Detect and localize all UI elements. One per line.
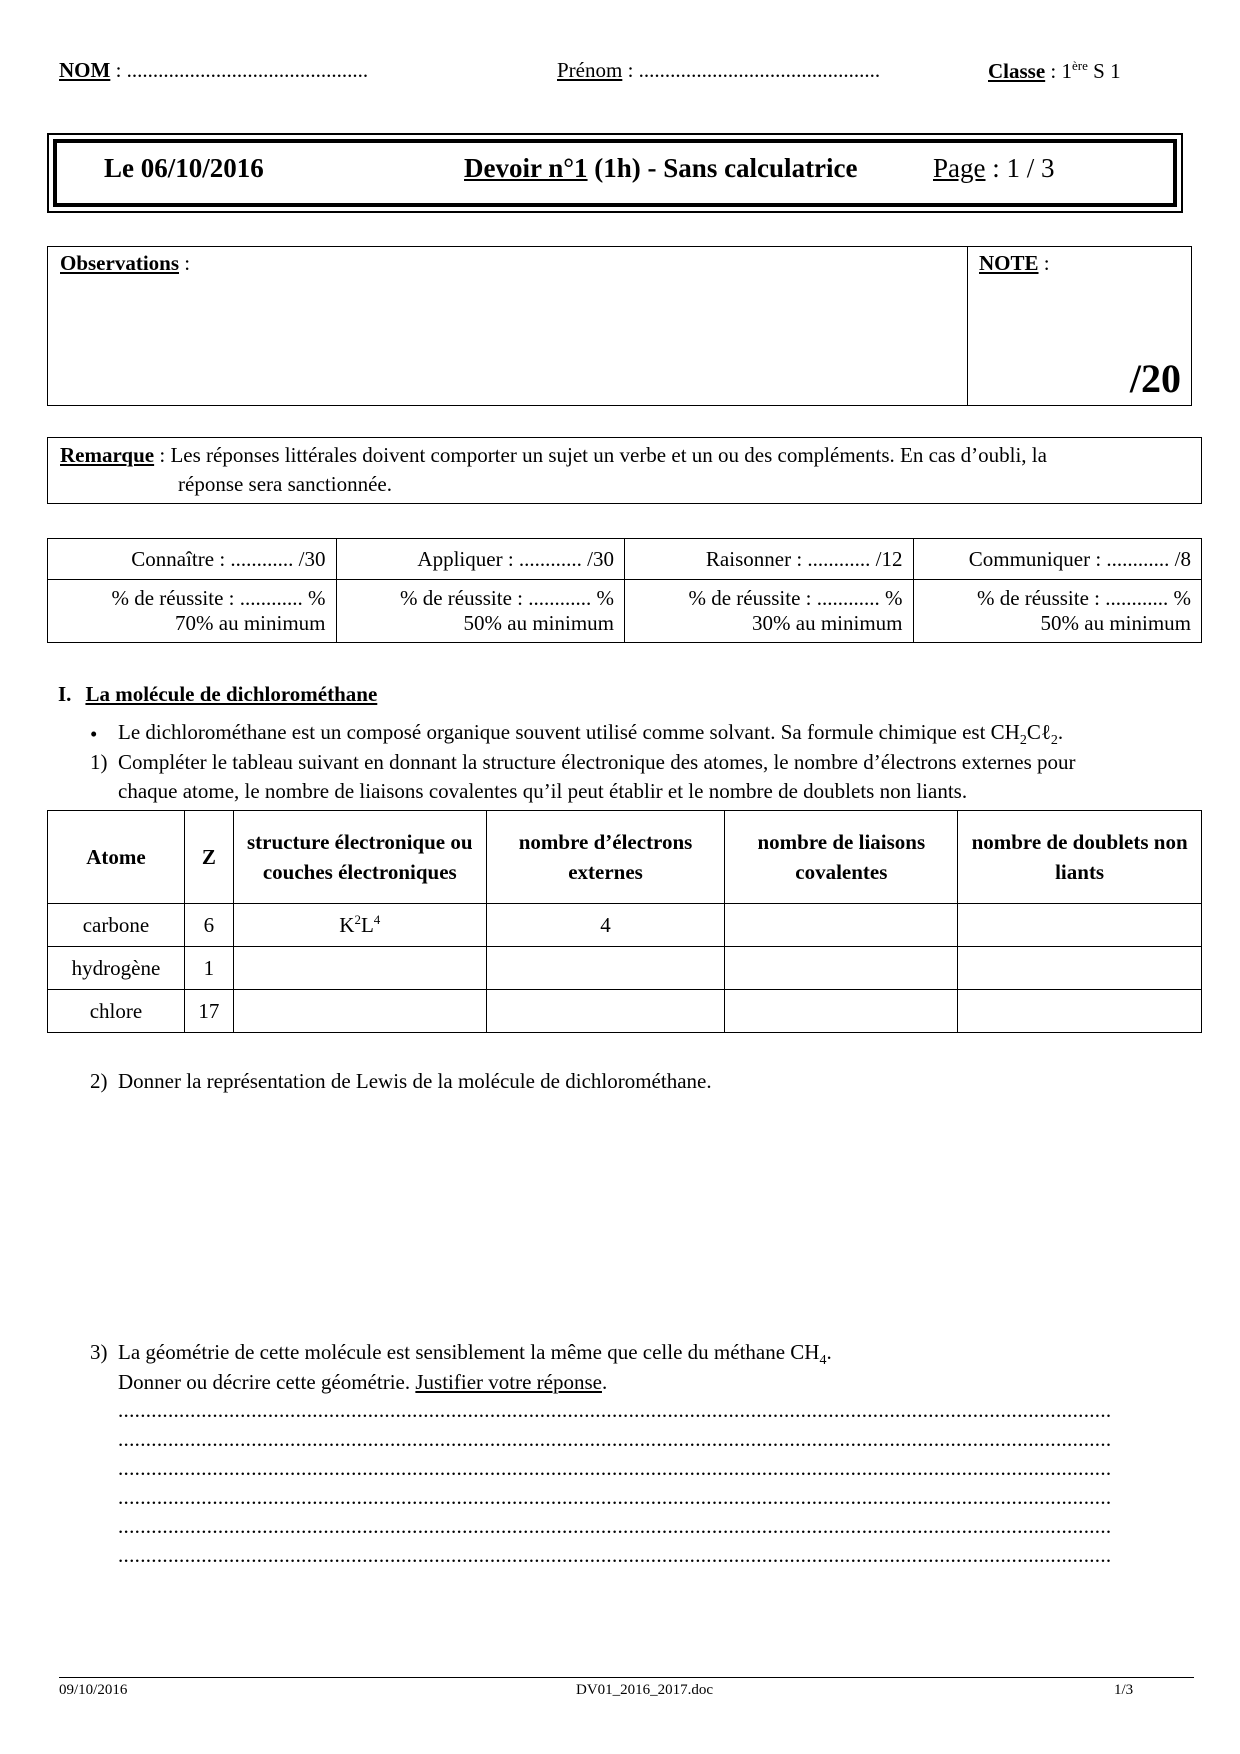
cell-structure [233,904,486,947]
header-structure: structure électronique ou couches électroniques [233,811,486,904]
q1-number: 1) [90,750,108,774]
header-atome: Atome [48,811,185,904]
l-sup: 4 [373,912,381,927]
skill-appliquer-score: Appliquer : ............ /30 [336,539,625,580]
skill-communiquer-pct [913,580,1202,643]
header-z: Z [184,811,233,904]
skill-raisonner-score: Raisonner : ............ /12 [625,539,914,580]
skill-communiquer-score: Communiquer : ............ /8 [913,539,1202,580]
q3-line2 [118,1370,607,1395]
header-liaisons: nombre de liaisons covalentes [725,811,958,904]
intro-end: . [1057,720,1064,744]
min-text: 70% au minimum [175,611,326,635]
classe-sup: ère [1072,58,1088,73]
note-label-text: NOTE [979,251,1039,275]
intro-bullet: • [90,722,98,746]
intro-text [118,720,1063,749]
remarque-text1: : Les réponses littérales doivent comporter un sujet un verbe et un ou des compléments. En cas d’oubli, la [154,443,1047,467]
intro-main: Le dichlorométhane est un composé organique souvent utilisé comme solvant. Sa formule chimique est CH [118,720,1020,744]
skills-pct-row [48,580,1202,643]
answer-line[interactable]: ................................................................................................................................................................................... [118,1543,1112,1567]
q3-end: . [826,1340,832,1364]
pct-text: % de réussite : ............ % [976,586,1191,610]
cell-atome: hydrogène [48,947,185,990]
intro-sub2: 2 [1050,733,1058,749]
q1-line2: chaque atome, le nombre de liaisons covalentes qu’il peut établir et le nombre de doublets non liants. [118,779,968,803]
answer-line[interactable]: ................................................................................................................................................................................... [118,1427,1112,1451]
prenom-field [557,58,880,83]
q3-justify: Justifier votre réponse [415,1370,602,1394]
skills-score-row [48,539,1202,580]
prenom-label: Prénom [557,58,623,82]
answer-line[interactable]: ................................................................................................................................................................................... [118,1456,1112,1480]
pct-text: % de réussite : ............ % [399,586,614,610]
skill-appliquer-pct [336,580,625,643]
section-number: I. [58,682,72,706]
footer-page: 1/3 [1114,1682,1134,1698]
q3-sub: 4 [819,1353,827,1369]
nom-value: : .............................................. [110,58,369,82]
q3-line1-text: La géométrie de cette molécule est sensiblement la même que celle du méthane CH [118,1340,820,1364]
l-shell: L [360,913,374,937]
remarque-line1 [60,441,1047,470]
skill-connaitre-score: Connaître : ............ /30 [48,539,337,580]
page-indicator [933,153,1055,184]
exam-date: Le 06/10/2016 [104,153,264,183]
cell-structure[interactable] [233,990,486,1033]
table-row [48,947,1202,990]
cell-atome: carbone [48,904,185,947]
cell-doublets[interactable] [958,904,1202,947]
table-row [48,904,1202,947]
cell-liaisons[interactable] [725,990,958,1033]
min-text: 50% au minimum [463,611,614,635]
k-shell: K [339,913,355,937]
pct-text: % de réussite : ............ % [688,586,903,610]
page-value: : 1 / 3 [985,153,1055,183]
cell-externes[interactable] [486,947,725,990]
note-colon: : [1038,251,1050,275]
skill-connaitre-pct [48,580,337,643]
footer-filename: DV01_2016_2017.doc [576,1682,714,1698]
min-text: 30% au minimum [752,611,903,635]
section-title [58,682,377,707]
classe-field [988,58,1121,84]
classe-post: S 1 [1087,59,1121,83]
header-doublets: nombre de doublets non liants [958,811,1202,904]
footer-date: 09/10/2016 [59,1682,128,1698]
cell-liaisons[interactable] [725,947,958,990]
cell-z: 6 [184,904,233,947]
q2-text: Donner la représentation de Lewis de la molécule de dichlorométhane. [118,1069,712,1093]
cell-externes: 4 [486,904,725,947]
pct-text: % de réussite : ............ % [111,586,326,610]
k-sup: 2 [354,912,361,927]
cell-atome: chlore [48,990,185,1033]
exam-title [464,153,858,184]
classe-pre: : 1 [1045,59,1073,83]
cell-z: 1 [184,947,233,990]
answer-line[interactable]: ................................................................................................................................................................................... [118,1514,1112,1538]
remarque-box [47,437,1202,504]
observations-colon: : [179,251,191,275]
prenom-value: : .............................................. [622,58,881,82]
devoir-label: Devoir n°1 [464,153,588,183]
nom-label: NOM [59,58,111,82]
cell-liaisons[interactable] [725,904,958,947]
answer-line[interactable]: ................................................................................................................................................................................... [118,1398,1112,1422]
min-text: 50% au minimum [1040,611,1191,635]
remarque-label: Remarque [60,443,155,467]
q2-number: 2) [90,1069,108,1093]
q3-line1 [118,1340,832,1369]
q3-line2-text: Donner ou décrire cette géométrie. [118,1370,416,1394]
remarque-line2: réponse sera sanctionnée. [178,472,392,496]
devoir-rest: (1h) - Sans calculatrice [587,153,858,183]
footer-divider [59,1677,1194,1678]
observations-label-text: Observations [60,251,180,275]
skills-table [47,538,1202,643]
note-score: /20 [1129,356,1181,401]
intro-sub1: 2 [1019,733,1027,749]
table-row [48,990,1202,1033]
nom-field [59,58,368,83]
classe-label: Classe [988,59,1046,83]
q1-line1: Compléter le tableau suivant en donnant la structure électronique des atomes, le nombre d’électrons externes pour [118,750,1076,774]
observations-box [47,246,1192,406]
page-label: Page [933,153,986,183]
header-externes: nombre d’électrons externes [486,811,725,904]
note-label [979,251,1050,276]
cell-structure[interactable] [233,947,486,990]
atoms-table [47,810,1202,1033]
q3-dot: . [601,1370,608,1394]
q3-number: 3) [90,1340,108,1364]
cell-doublets[interactable] [958,990,1202,1033]
cell-z: 17 [184,990,233,1033]
intro-mid: Cℓ [1026,720,1051,744]
cell-doublets[interactable] [958,947,1202,990]
cell-externes[interactable] [486,990,725,1033]
title-box [47,133,1183,213]
atoms-header-row [48,811,1202,904]
answer-line[interactable]: ................................................................................................................................................................................... [118,1485,1112,1509]
section-title-text: La molécule de dichlorométhane [85,682,378,706]
skill-raisonner-pct [625,580,914,643]
observations-label [60,251,190,276]
